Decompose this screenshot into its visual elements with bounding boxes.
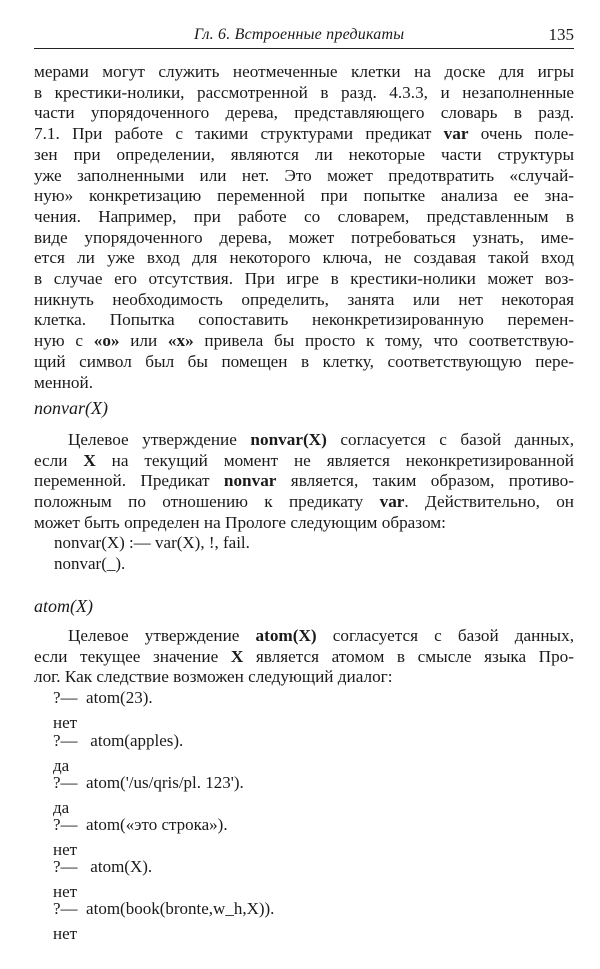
code-line: nonvar(_). <box>54 554 126 573</box>
text-line: никнуть необходимость определить, занята или нет некоторая <box>34 289 574 309</box>
dialog-answer: нет <box>53 882 78 901</box>
text-line: ется ли уже вход для некоторого ключа, не создавая такой вход <box>34 248 574 268</box>
text-line: если X на текущий момент не является неконкретизированной <box>34 450 574 470</box>
text-line: чения. Например, при работе со словарем, представленным в <box>34 206 574 226</box>
text-line: положным по отношению к предикату var. Действительно, он <box>34 492 574 512</box>
text-line: 7.1. При работе с такими структурами предикат var очень полe- <box>34 124 575 144</box>
text-line: в крестики-нолики, рассмотренной в разд. 4.3.3, и незаполненные <box>34 82 574 102</box>
code-line: nonvar(X) :— var(X), !, fail. <box>54 533 250 552</box>
section-heading-nonvar: nonvar(X) <box>34 398 108 418</box>
dialog-query: ?— atom(apples). <box>53 731 184 750</box>
dialog-answer: нет <box>53 840 78 859</box>
text-line: Целевое утверждение atom(X) согласуется с базой данных, <box>68 626 574 645</box>
dialog-answer: да <box>53 798 70 817</box>
header-rule <box>34 48 574 49</box>
intro-paragraph <box>34 62 574 393</box>
dialog-query: ?— atom(«это строка»). <box>53 815 228 834</box>
text-line: в случае его отсутствия. При игре в крестики-нолики может воз- <box>34 269 574 289</box>
text-line: ную» конкретизацию переменной при попытке анализа ее зна- <box>34 186 574 206</box>
dialog-query: ?— atom(23). <box>53 688 153 707</box>
dialog-answer: да <box>53 756 70 775</box>
text-line: зен при определении, являются ли некоторые части структуры <box>34 144 574 164</box>
dialog-query: ?— atom(X). <box>53 857 153 876</box>
text-line: части упорядоченного дерева, представляющего словарь в разд. <box>34 103 574 123</box>
dialog-query: ?— atom('/us/qris/pl. 123'). <box>53 773 244 792</box>
text-line: клетка. Попытка сопоставить неконкретизированную перемен- <box>34 310 574 330</box>
dialog-query: ?— atom(book(bronte,w_h,X)). <box>53 899 275 918</box>
section-heading-atom: atom(X) <box>34 596 93 616</box>
text-line: может быть определен на Прологе следующим образом: <box>34 512 446 532</box>
dialog-answer: нет <box>53 924 78 943</box>
text-line: ную с «о» или «х» привела бы просто к тому, что соответствую- <box>34 331 574 351</box>
running-head <box>34 22 574 48</box>
text-line: виде упорядоченного дерева, может потребоваться узнать, име- <box>34 227 574 247</box>
dialog-answer: нет <box>53 713 78 732</box>
text-line: лог. Как следствие возможен следующий диалог: <box>34 667 393 687</box>
text-line: переменной. Предикат nonvar является, таким образом, противо- <box>34 471 574 491</box>
text-line: мерами могут служить неотмеченные клетки на доске для игры <box>34 62 574 81</box>
text-line: если текущее значение X является атомом в смысле языка Про- <box>34 646 574 666</box>
text-line: уже заполненными или нет. Это может предотвратить «случай- <box>34 165 574 185</box>
text-line: менной. <box>34 372 93 392</box>
running-title: Гл. 6. Встроенные предикаты <box>194 26 405 43</box>
atom-paragraph <box>34 626 574 688</box>
nonvar-paragraph <box>34 430 574 534</box>
page-number: 135 <box>548 25 574 44</box>
text-line: Целевое утверждение nonvar(X) согласуется с базой данных, <box>68 430 574 449</box>
nonvar-code-block <box>54 532 250 574</box>
text-line: щий символ был бы помещен в клетку, соответствующую пере- <box>34 351 574 371</box>
